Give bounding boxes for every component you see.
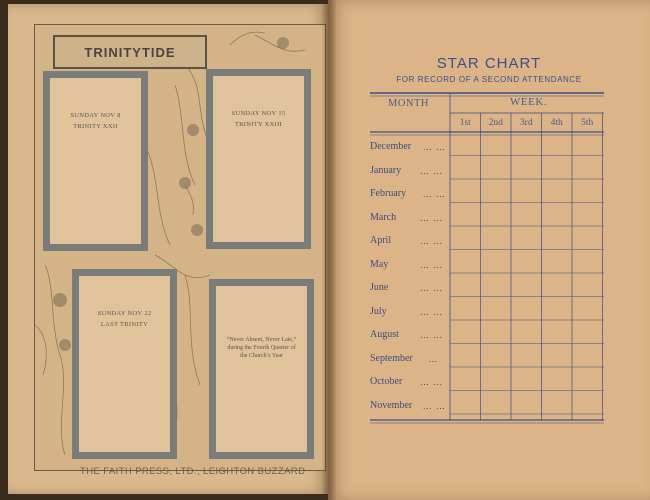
right-page [328,0,650,500]
left-page [8,4,328,494]
month-label: September [370,352,413,364]
week-label: 3rd [519,118,533,128]
leader-dots: … … [420,330,444,340]
panel-sunday-nov-15 [206,69,311,249]
panel-feast: LAST TRINITY [100,321,149,328]
panel-sunday-nov-22 [72,269,177,459]
panel-feast: TRINITY XXII [73,123,118,130]
leader-dots: … … [420,283,444,293]
leader-dots: … … [420,259,444,270]
trinitytide-banner [53,35,207,69]
week-header: WEEK. [510,96,548,108]
publisher-imprint: THE FAITH PRESS, LTD., LEIGHTON BUZZARD [80,466,306,477]
month-label: June [370,282,389,293]
week-label: 4th [550,118,563,128]
panel-date: SUNDAY NOV 22 [97,310,152,317]
week-label: 1st [459,118,471,128]
leader-dots: … … [420,236,444,246]
month-label: February [370,188,407,199]
leader-dots: … … [422,400,447,411]
leader-dots: … … [422,142,447,152]
leader-dots: … … [420,212,444,223]
week-label: 5th [581,118,594,128]
week-label: 2nd [488,118,503,128]
trinitytide-illustration [34,24,326,471]
panel-date: SUNDAY NOV 8 [70,112,121,119]
leader-dots: … … [420,165,444,176]
panel-never-absent [209,279,314,459]
panel-feast: TRINITY XXIII [234,121,283,128]
banner-title: TRINITYTIDE [84,44,176,60]
month-label: April [370,235,392,246]
star-chart-table [370,90,604,430]
month-label: July [370,305,387,317]
month-label: November [370,399,413,411]
book-gutter [322,0,336,500]
leader-dots: … [428,353,439,364]
leader-dots: … … [422,189,447,199]
month-label: December [370,141,412,152]
month-header: MONTH [388,98,429,109]
month-label: March [370,211,397,223]
star-chart-title: STAR CHART [436,55,542,72]
star-chart-subtitle: FOR RECORD OF A SECOND ATTENDANCE [396,75,582,84]
month-label: October [370,376,403,387]
panel-date: SUNDAY NOV 15 [231,110,286,117]
leader-dots: … … [420,377,444,387]
leader-dots: … … [420,306,444,317]
panel-sunday-nov-8 [43,71,148,251]
month-label: August [370,329,399,340]
panel-note: “Never Absent, Never Late,” during the Fourth Quarter of the Church’s Year [226,337,297,359]
month-label: January [370,164,402,176]
month-label: May [370,258,389,270]
